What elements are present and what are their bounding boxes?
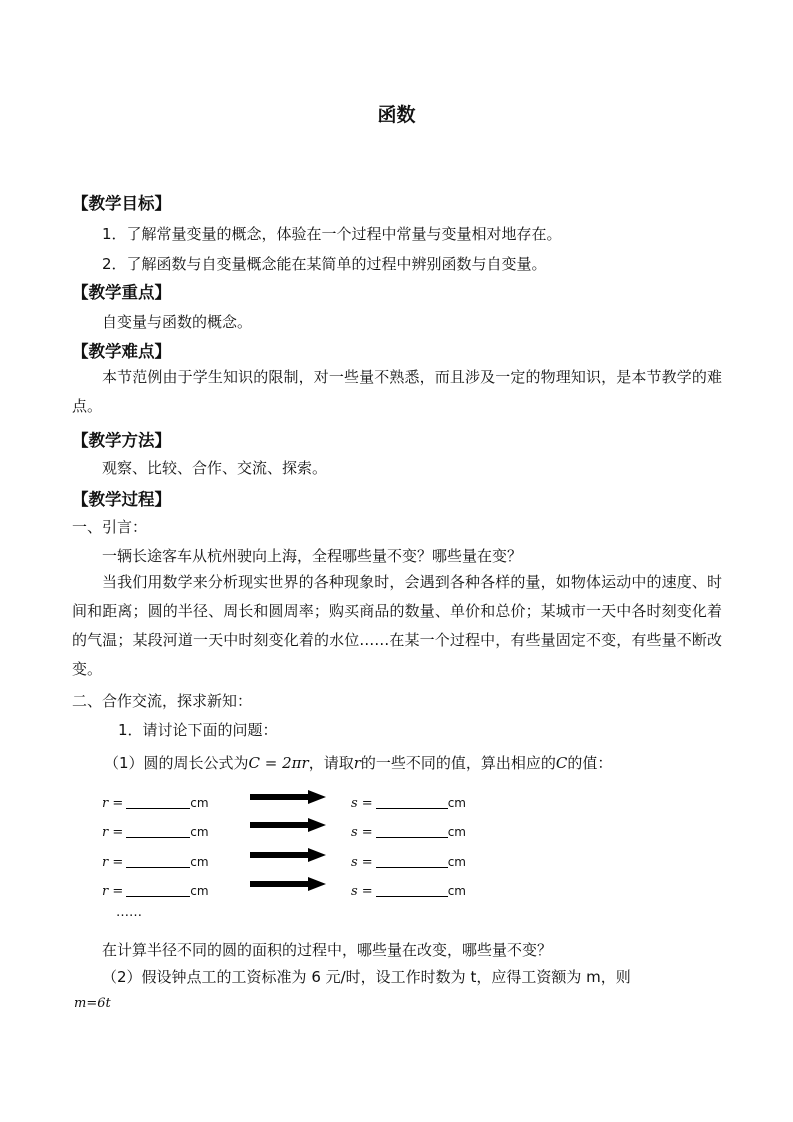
table-row <box>351 851 466 870</box>
part1-question: 一辆长途客车从杭州驶向上海，全程哪些量不变？哪些量在变？ <box>102 547 523 565</box>
radius-unit: cm <box>190 855 209 869</box>
radius-unit: cm <box>190 825 209 839</box>
right-arrow-icon <box>250 790 326 804</box>
radius-blank[interactable] <box>126 794 190 809</box>
area-label: s = <box>351 884 373 899</box>
methods-heading: 【教学方法】 <box>72 431 171 450</box>
radius-label: r = <box>102 825 124 840</box>
area-unit: cm <box>447 796 466 810</box>
area-blank[interactable] <box>376 823 448 838</box>
area-unit: cm <box>447 855 466 869</box>
radius-unit: cm <box>190 796 209 810</box>
radius-blank[interactable] <box>126 823 190 838</box>
table-row <box>102 880 209 899</box>
question-1 <box>104 752 612 773</box>
discussion-item-1: 1．请讨论下面的问题： <box>118 721 278 739</box>
part2-title: 二、合作交流，探求新知： <box>72 692 253 710</box>
objectives-heading: 【教学目标】 <box>72 194 171 213</box>
question-1-mid: ，请取 <box>308 754 354 772</box>
area-label: s = <box>351 855 373 870</box>
variable-c: C <box>555 754 568 772</box>
difficulties-heading: 【教学难点】 <box>72 342 171 361</box>
wage-formula: m=6t <box>74 996 111 1011</box>
objective-item-2: 2．了解函数与自变量概念能在某简单的过程中辨别函数与自变量。 <box>102 255 547 273</box>
circumference-formula: C = 2πr <box>248 754 309 772</box>
radius-unit: cm <box>190 884 209 898</box>
area-label: s = <box>351 796 373 811</box>
question-1-suffix: 的值： <box>567 754 613 772</box>
area-unit: cm <box>447 825 466 839</box>
difficulties-text: 本节范例由于学生知识的限制，对一些量不熟悉，而且涉及一定的物理知识，是本节教学的难点。 <box>72 368 722 415</box>
ellipsis: …… <box>116 905 142 920</box>
area-question: 在计算半径不同的圆的面积的过程中，哪些量在改变，哪些量不变？ <box>102 941 553 959</box>
radius-label: r = <box>102 796 124 811</box>
variable-r: r <box>353 754 361 772</box>
part1-title: 一、引言： <box>72 518 148 536</box>
right-arrow-icon <box>250 848 326 862</box>
page-title: 函数 <box>377 104 416 126</box>
area-blank[interactable] <box>376 853 448 868</box>
radius-blank[interactable] <box>126 853 190 868</box>
table-row <box>351 821 466 840</box>
table-row <box>351 880 466 899</box>
part1-paragraph: 当我们用数学来分析现实世界的各种现象时，会遇到各种各样的量，如物体运动中的速度、时间和距离；圆的半径、周长和圆周率；购买商品的数量、单价和总价；某城市一天中各时刻变化着的气温；某段河道一天中时刻变化着的水位……在某一个过程中，有些量固定不变，有些量不断改变。 <box>72 573 722 678</box>
question-1-mid2: 的一些不同的值，算出相应的 <box>360 754 556 772</box>
radius-blank[interactable] <box>126 882 190 897</box>
right-arrow-icon <box>250 818 326 832</box>
methods-text: 观察、比较、合作、交流、探索。 <box>102 459 328 477</box>
radius-label: r = <box>102 855 124 870</box>
key-points-text: 自变量与函数的概念。 <box>102 313 253 331</box>
area-blank[interactable] <box>376 794 448 809</box>
process-heading: 【教学过程】 <box>72 490 171 509</box>
table-row <box>102 821 209 840</box>
right-arrow-icon <box>250 877 326 891</box>
area-blank[interactable] <box>376 882 448 897</box>
table-row <box>102 792 209 811</box>
key-points-heading: 【教学重点】 <box>72 283 171 302</box>
radius-label: r = <box>102 884 124 899</box>
area-label: s = <box>351 825 373 840</box>
question-2: （2）假设钟点工的工资标准为 6 元/时，设工作时数为 t，应得工资额为 m，则 <box>102 968 631 986</box>
objective-item-1: 1．了解常量变量的概念，体验在一个过程中常量与变量相对地存在。 <box>102 225 562 243</box>
table-row <box>102 851 209 870</box>
area-unit: cm <box>447 884 466 898</box>
table-row <box>351 792 466 811</box>
question-1-prefix: （1）圆的周长公式为 <box>104 754 249 772</box>
